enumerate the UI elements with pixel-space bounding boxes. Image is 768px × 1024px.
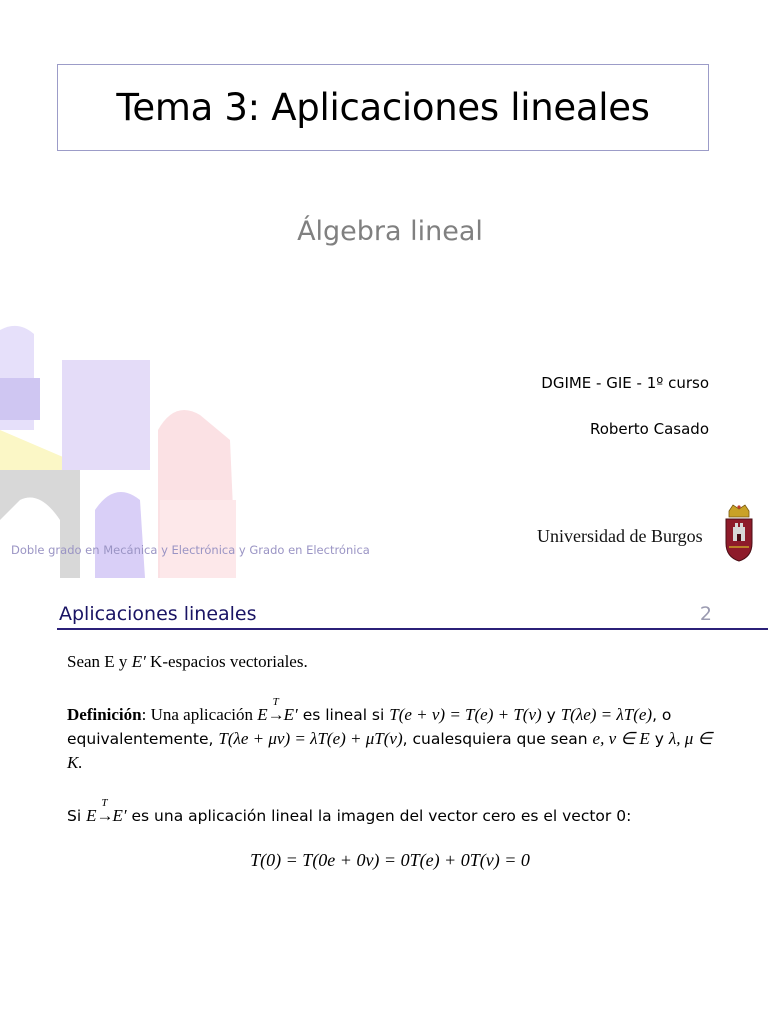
zero-math-Eprime: E′ bbox=[112, 806, 127, 825]
course-label: DGIME - GIE - 1º curso bbox=[541, 374, 709, 392]
map-arrow-label: T bbox=[272, 696, 279, 708]
slide-title: Tema 3: Aplicaciones lineales bbox=[116, 86, 650, 129]
definition-label: Definición bbox=[67, 705, 142, 724]
intro-paragraph bbox=[67, 650, 717, 674]
zero-text-si: Si bbox=[67, 807, 87, 825]
zero-vector-paragraph bbox=[67, 797, 717, 828]
zero-image-equation: T(0) = T(0e + 0v) = 0T(e) + 0T(v) = 0 bbox=[250, 850, 530, 870]
footer-degree: Doble grado en Mecánica y Electrónica y Grado en Electrónica bbox=[11, 543, 370, 557]
definition-text-4: , cualesquiera que sean bbox=[402, 730, 593, 748]
linearity-additivity: T(e + v) = T(e) + T(v) bbox=[389, 705, 542, 724]
slide-subtitle: Álgebra lineal bbox=[297, 216, 483, 247]
linearity-homogeneity: T(λe) = λT(e) bbox=[560, 705, 653, 724]
intro-text-c: K-espacios vectoriales. bbox=[145, 652, 308, 671]
conjunction-y-2: y bbox=[649, 730, 669, 748]
author-name: Roberto Casado bbox=[589, 420, 709, 438]
math-E: E bbox=[257, 705, 268, 724]
university-crest-icon bbox=[721, 503, 757, 563]
zero-text-rest: es una aplicación lineal la imagen del vector cero es el vector 0: bbox=[126, 807, 632, 825]
linearity-combined: T(λe + μv) = λT(e) + μT(v) bbox=[218, 729, 403, 748]
definition-paragraph bbox=[67, 696, 717, 775]
definition-text-1: : Una aplicación bbox=[141, 705, 258, 724]
definition-text-2: es lineal si bbox=[297, 706, 390, 724]
intro-math-eprime: E′ bbox=[131, 652, 146, 671]
slide-heading: Aplicaciones lineales bbox=[59, 603, 257, 625]
slide-number: 2 bbox=[699, 603, 712, 625]
vectors-in-E: e, v ∈ E bbox=[592, 729, 650, 748]
math-Eprime: E′ bbox=[283, 705, 298, 724]
zero-map-arrow: T → bbox=[96, 804, 112, 828]
title-box bbox=[57, 64, 709, 151]
map-arrow: T → bbox=[268, 703, 284, 727]
conjunction-y: y bbox=[541, 706, 561, 724]
zero-map-arrow-label: T bbox=[101, 797, 108, 809]
content-slide bbox=[0, 578, 768, 1024]
decorative-background-shapes bbox=[0, 320, 260, 578]
definition-end: . bbox=[78, 753, 83, 772]
zero-math-E: E bbox=[86, 806, 97, 825]
heading-rule bbox=[57, 628, 768, 630]
university-name: Universidad de Burgos bbox=[537, 526, 703, 546]
definition-text-3: , o equivalentemente, bbox=[67, 706, 672, 748]
intro-text-a: Sean E y bbox=[67, 652, 132, 671]
scalars-in-K: λ, μ ∈ K bbox=[67, 729, 713, 772]
